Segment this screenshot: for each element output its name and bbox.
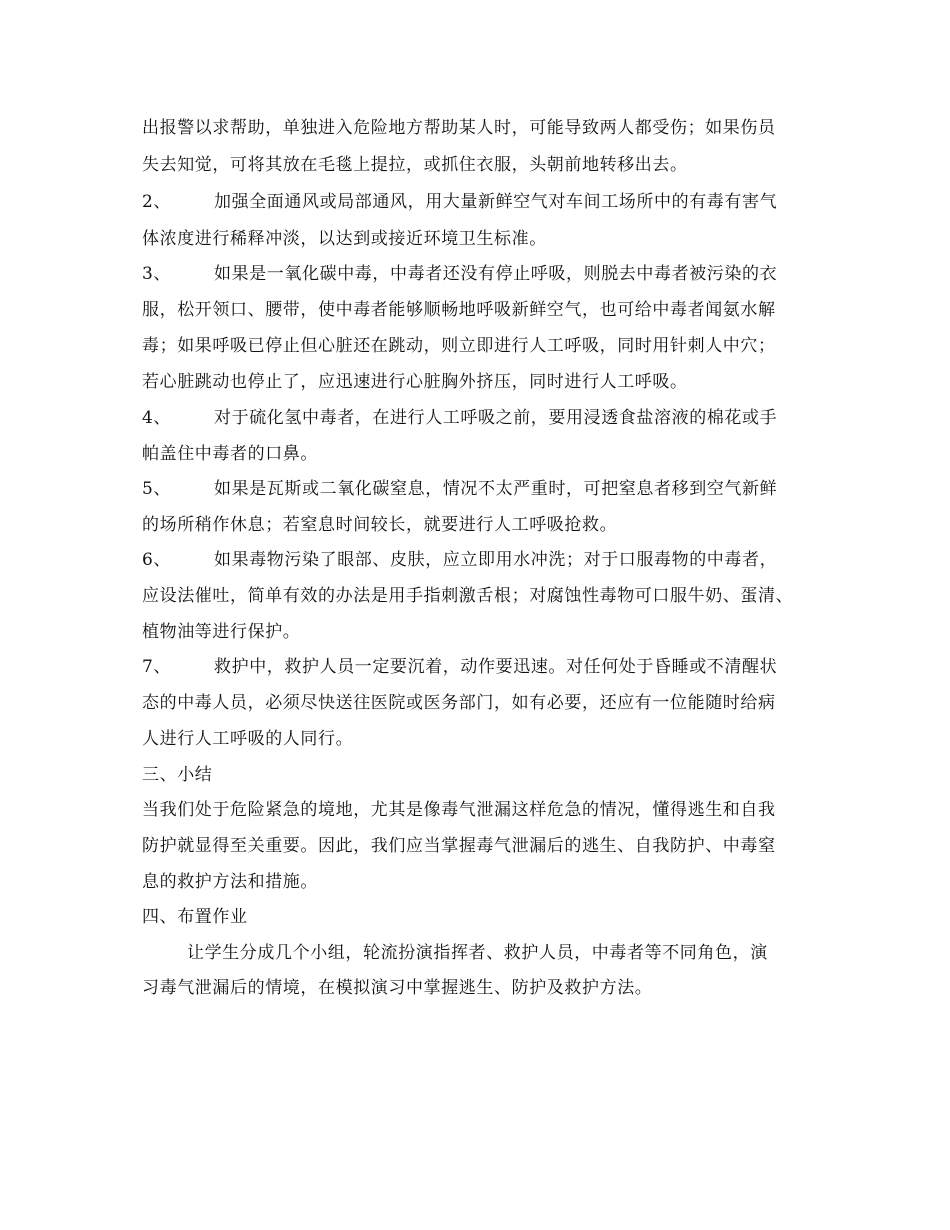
list-item-text: 如果毒物污染了眼部、皮肤，应立即用水冲洗；对于口服毒物的中毒者， [214,550,778,570]
section-heading-homework: 四、布置作业 [142,907,248,927]
list-item-line: 若心脏跳动也停止了，应迅速进行心脏胸外挤压，同时进行人工呼吸。 [142,372,688,392]
section-heading-summary: 三、小结 [142,765,213,785]
body-text-line: 出报警以求帮助，单独进入危险地方帮助某人时，可能导致两人都受伤；如果伤员 [142,118,776,138]
list-item-line: 体浓度进行稀释冲淡，以达到或接近环境卫生标准。 [142,229,547,249]
list-item-text: 救护中，救护人员一定要沉着，动作要迅速。对任何处于昏睡或不清醒状 [214,657,778,677]
list-item-text: 加强全面通风或局部通风，用大量新鲜空气对车间工场所中的有毒有害气 [214,192,778,212]
body-text-line: 息的救护方法和措施。 [142,872,318,892]
body-text-line: 当我们处于危险紧急的境地，尤其是像毒气泄漏这样危急的情况，懂得逃生和自我 [142,800,776,820]
list-item-line: 人进行人工呼吸的人同行。 [142,729,354,749]
list-item-number: 6、 [142,550,172,570]
list-item-text: 对于硫化氢中毒者，在进行人工呼吸之前，要用浸透食盐溶液的棉花或手 [214,408,778,428]
body-text-line: 习毒气泄漏后的情境，在模拟演习中掌握逃生、防护及救护方法。 [142,978,653,998]
list-item-line: 植物油等进行保护。 [142,622,301,642]
list-item-line: 的场所稍作休息；若窒息时间较长，就要进行人工呼吸抢救。 [142,515,618,535]
list-item-line: 毒；如果呼吸已停止但心脏还在跳动，则立即进行人工呼吸，同时用针刺人中穴； [142,336,776,356]
list-item-text: 如果是瓦斯或二氧化碳窒息，情况不太严重时，可把窒息者移到空气新鲜 [214,479,778,499]
list-item-number: 3、 [142,264,172,284]
list-item-line: 帕盖住中毒者的口鼻。 [142,444,318,464]
body-text-line: 防护就显得至关重要。因此，我们应当掌握毒气泄漏后的逃生、自我防护、中毒窒 [142,836,776,856]
list-item-line: 态的中毒人员，必须尽快送往医院或医务部门，如有必要，还应有一位能随时给病 [142,693,776,713]
body-text-line: 失去知觉，可将其放在毛毯上提拉，或抓住衣服，头朝前地转移出去。 [142,155,688,175]
list-item-line: 应设法催吐，简单有效的办法是用手指刺激舌根；对腐蚀性毒物可口服牛奶、蛋清、 [142,586,794,606]
list-item-number: 7、 [142,657,172,677]
list-item-number: 5、 [142,479,172,499]
body-text-line: 让学生分成几个小组，轮流扮演指挥者、救护人员，中毒者等不同角色，演 [187,943,768,963]
list-item-line: 服，松开领口、腰带，使中毒者能够顺畅地呼吸新鲜空气，也可给中毒者闻氨水解 [142,300,776,320]
list-item-number: 4、 [142,408,172,428]
list-item-text: 如果是一氧化碳中毒，中毒者还没有停止呼吸，则脱去中毒者被污染的衣 [214,264,778,284]
list-item-number: 2、 [142,192,172,212]
